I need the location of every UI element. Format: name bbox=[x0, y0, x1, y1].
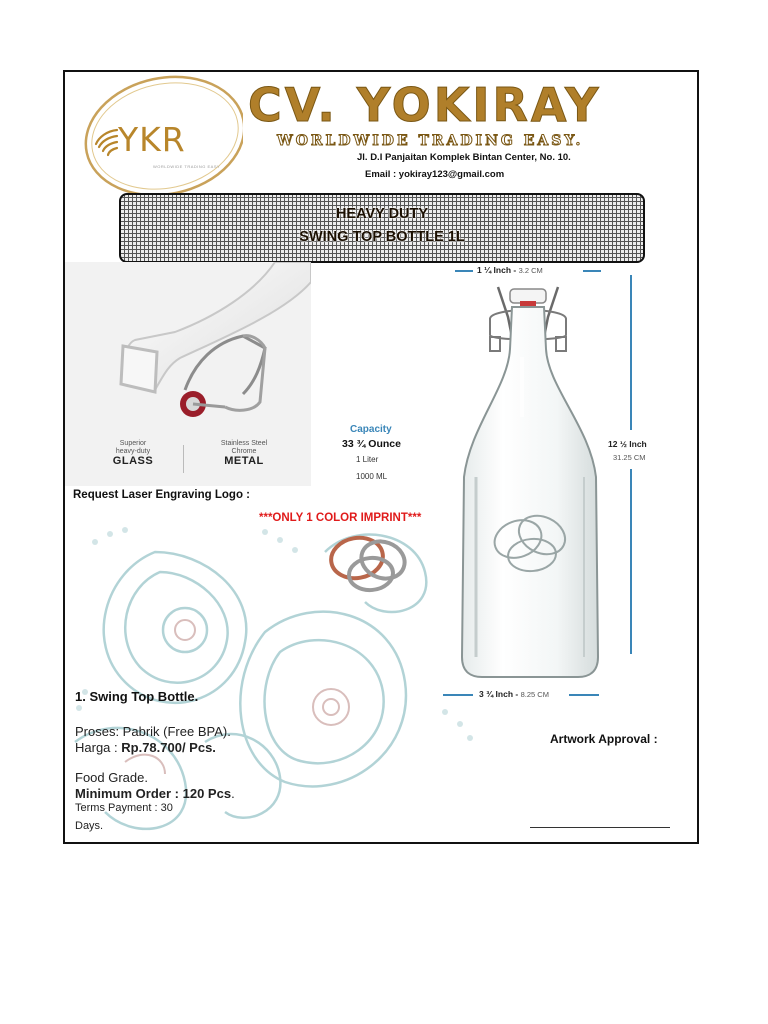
capacity-ounce: 33 ¾ Ounce bbox=[342, 438, 401, 450]
bottom-dimension-label bbox=[479, 689, 549, 699]
terms-payment: Terms Payment : 30 bbox=[75, 802, 173, 814]
ykr-logo-tagline: WORLDWIDE TRADING EASY bbox=[153, 164, 221, 169]
metal-caption bbox=[201, 440, 287, 465]
company-name: CV. YOKIRAY bbox=[248, 78, 602, 132]
capacity-liter: 1 Liter bbox=[356, 455, 379, 464]
company-email: Email : yokiray123@gmail.com bbox=[365, 169, 505, 180]
glass-caption-line-1: Superior bbox=[119, 440, 147, 447]
glass-label: GLASS bbox=[112, 455, 154, 467]
bottom-dimension-inch: 3 ¾ Inch - bbox=[479, 689, 519, 699]
min-order-dot: . bbox=[231, 786, 235, 801]
height-dimension-label bbox=[608, 439, 647, 449]
section-title: 1. Swing Top Bottle. bbox=[75, 689, 199, 704]
height-dimension-cm-wrap bbox=[613, 452, 646, 462]
bottle-closeup-image bbox=[65, 262, 311, 437]
metal-caption-line-1: Stainless Steel bbox=[220, 440, 268, 447]
height-dimension-inch: 12 ½ Inch bbox=[608, 439, 647, 449]
bottom-dimension-cm: 8.25 CM bbox=[520, 690, 549, 699]
metal-caption-line-2: Chrome bbox=[231, 448, 257, 455]
swing-top-bottle-image bbox=[450, 277, 610, 682]
top-dimension-line-left bbox=[455, 270, 473, 272]
top-dimension-line-right bbox=[583, 270, 601, 272]
company-tagline: WORLDWIDE TRADING EASY. bbox=[277, 133, 584, 149]
bottom-dimension-line-right bbox=[569, 694, 599, 696]
harga-value: Rp.78.700/ Pcs. bbox=[121, 740, 216, 755]
top-dimension-cm: 3.2 CM bbox=[518, 266, 543, 275]
product-photo bbox=[65, 262, 311, 486]
company-address: Jl. D.I Panjaitan Komplek Bintan Center, No. 10. bbox=[357, 152, 571, 163]
artwork-approval-label: Artwork Approval : bbox=[550, 732, 658, 746]
top-dimension-label bbox=[477, 265, 543, 275]
laser-engraving-request: Request Laser Engraving Logo : bbox=[73, 489, 250, 501]
signature-line bbox=[530, 827, 670, 828]
min-order-line bbox=[75, 786, 235, 801]
height-dimension-line-bottom bbox=[630, 469, 632, 654]
glass-caption bbox=[93, 440, 173, 465]
metal-label: METAL bbox=[224, 455, 264, 467]
bottom-dimension-line-left bbox=[443, 694, 473, 696]
capacity-ml: 1000 ML bbox=[356, 472, 388, 481]
capacity-title: Capacity bbox=[350, 424, 392, 435]
banner-line-2: SWING TOP BOTTLE 1L bbox=[299, 229, 465, 245]
sunburst-icon bbox=[93, 127, 119, 157]
glass-caption-line-2: heavy-duty bbox=[115, 448, 151, 455]
height-dimension-line-top bbox=[630, 275, 632, 430]
banner-line-1: HEAVY DUTY bbox=[335, 206, 429, 222]
min-order-text: Minimum Order : 120 Pcs bbox=[75, 786, 232, 801]
product-sheet bbox=[63, 70, 699, 844]
ykr-logo-text: YKR bbox=[118, 120, 186, 159]
photo-caption-divider bbox=[183, 445, 184, 473]
food-grade-text: Food Grade. bbox=[75, 770, 148, 785]
height-dimension-cm: 31.25 CM bbox=[613, 453, 646, 462]
imprint-note: ***ONLY 1 COLOR IMPRINT*** bbox=[259, 512, 422, 524]
harga-line bbox=[75, 740, 216, 755]
top-dimension-inch: 1 ¼ Inch - bbox=[477, 265, 517, 275]
proses-text: Proses: Pabrik (Free BPA). bbox=[75, 724, 231, 739]
harga-label: Harga : bbox=[75, 740, 122, 755]
product-title-banner bbox=[119, 193, 645, 263]
terms-days: Days. bbox=[75, 820, 104, 832]
engraving-logo-rings bbox=[327, 532, 417, 597]
